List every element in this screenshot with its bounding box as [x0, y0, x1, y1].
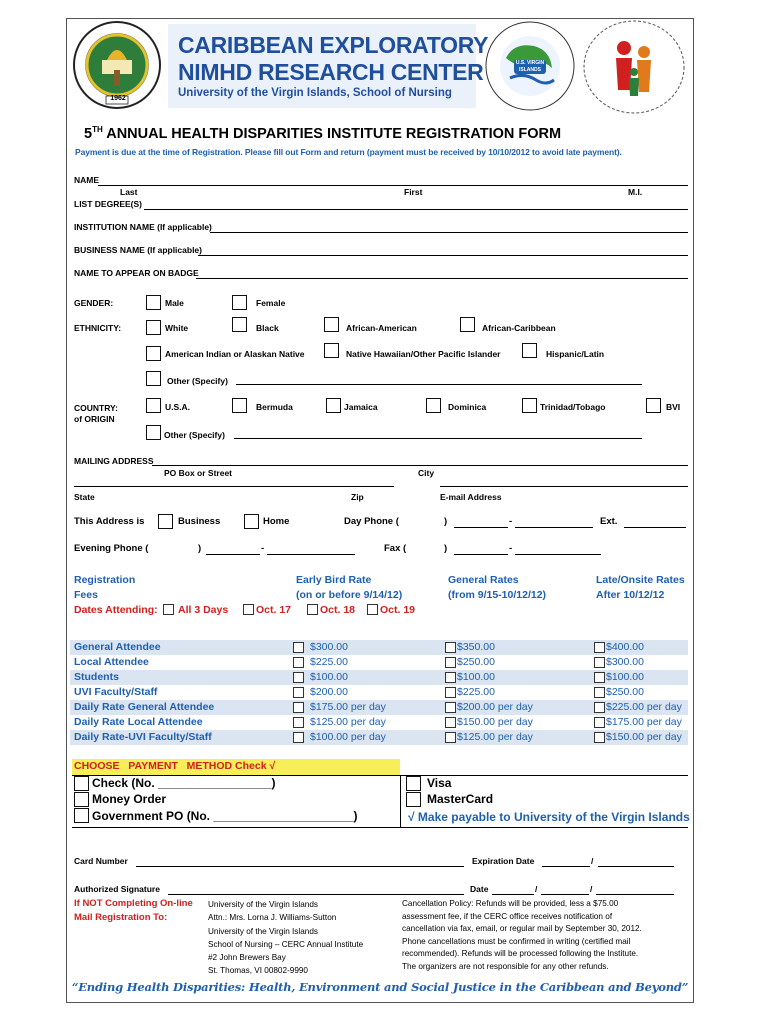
payment-divider — [400, 775, 401, 827]
oct-18-checkbox[interactable] — [307, 604, 318, 615]
evening-phone-line-1[interactable] — [206, 554, 260, 555]
late-rates-sub: After 10/12/12 — [596, 589, 665, 601]
country-other-checkbox[interactable] — [146, 425, 161, 440]
home-address-label: Home — [263, 516, 290, 527]
city-label: City — [418, 468, 435, 478]
date-day-line[interactable] — [541, 894, 589, 895]
female-label: Female — [256, 298, 286, 308]
oct-19-label: Oct. 19 — [380, 604, 416, 616]
family-logo — [580, 18, 688, 116]
evening-phone-dash: - — [261, 543, 265, 554]
fee-row-label: Daily Rate-UVI Faculty/Staff — [74, 731, 212, 743]
signature-line[interactable] — [168, 894, 464, 895]
pobox-label: PO Box or Street — [164, 468, 233, 478]
early-bird-sub: (on or before 9/14/12) — [296, 589, 403, 601]
exp-slash: / — [591, 856, 594, 866]
late-rate: $250.00 — [606, 686, 644, 698]
mailing-line[interactable] — [152, 465, 688, 466]
early-checkbox[interactable] — [293, 642, 304, 653]
exp-year-line[interactable] — [598, 866, 674, 867]
institution-label: INSTITUTION NAME (If applicable) — [74, 222, 212, 232]
title-number: 5 — [84, 125, 93, 142]
female-checkbox[interactable] — [232, 295, 247, 310]
badge-label: NAME TO APPEAR ON BADGE — [74, 268, 199, 278]
early-rate: $225.00 — [310, 656, 348, 668]
general-rates-sub: (from 9/15-10/12/12) — [448, 589, 547, 601]
white-checkbox[interactable] — [146, 320, 161, 335]
fee-row-label: Daily Rate General Attendee — [74, 701, 215, 713]
check-payment-checkbox[interactable] — [74, 776, 89, 791]
late-rate: $225.00 per day — [606, 701, 682, 713]
policy-line: assessment fee, if the CERC office receives notification of — [402, 911, 613, 921]
early-checkbox[interactable] — [293, 717, 304, 728]
mailing-address-line: St. Thomas, VI 00802-9990 — [208, 966, 308, 976]
american-indian-label: American Indian or Alaskan Native — [165, 349, 305, 359]
early-checkbox[interactable] — [293, 672, 304, 683]
trinidad-label: Trinidad/Tobago — [540, 402, 606, 412]
fax-line-1[interactable] — [454, 554, 508, 555]
fee-row-label: UVI Faculty/Staff — [74, 686, 158, 698]
ethnicity-other-line[interactable] — [236, 384, 642, 385]
late-checkbox[interactable] — [594, 702, 605, 713]
general-checkbox[interactable] — [445, 642, 456, 653]
african-caribbean-checkbox[interactable] — [460, 317, 475, 332]
money-order-label: Money Order — [92, 792, 167, 806]
mastercard-label: MasterCard — [427, 792, 494, 806]
banner-subtitle: University of the Virgin Islands, School of Nursing — [178, 87, 452, 99]
general-rate: $150.00 per day — [457, 716, 533, 728]
late-rate: $300.00 — [606, 656, 644, 668]
payment-method-heading: CHOOSE PAYMENT METHOD Check √ — [72, 759, 400, 775]
policy-line: Cancellation Policy: Refunds will be provided, less a $75.00 — [402, 899, 619, 908]
african-caribbean-label: African-Caribbean — [482, 323, 556, 333]
date-year-line[interactable] — [596, 894, 674, 895]
early-rate: $200.00 — [310, 686, 348, 698]
uvi-seal — [70, 20, 165, 110]
reg-fees-label-1: Registration — [74, 574, 136, 586]
email-label: E-mail Address — [440, 492, 502, 502]
visa-checkbox[interactable] — [406, 776, 421, 791]
gov-po-label: Government PO (No. _____________________) — [92, 809, 358, 823]
country-label-2: of ORIGIN — [74, 414, 115, 424]
ethnicity-label: ETHNICITY: — [74, 323, 122, 333]
bermuda-label: Bermuda — [256, 402, 293, 412]
expiration-label: Expiration Date — [472, 856, 535, 866]
date-slash-2: / — [590, 884, 593, 894]
oct-19-checkbox[interactable] — [367, 604, 378, 615]
center-banner — [168, 24, 489, 108]
fax-line-2[interactable] — [515, 554, 601, 555]
reg-fees-label-2: Fees — [74, 589, 98, 601]
state-zip-line[interactable] — [74, 486, 394, 487]
evening-phone-line-2[interactable] — [267, 554, 355, 555]
male-checkbox[interactable] — [146, 295, 161, 310]
general-checkbox[interactable] — [445, 717, 456, 728]
card-number-line[interactable] — [136, 866, 464, 867]
day-phone-close: ) — [444, 516, 448, 527]
form-title — [84, 125, 561, 142]
exp-month-line[interactable] — [542, 866, 590, 867]
early-rate: $100.00 per day — [310, 731, 386, 743]
african-american-label: African-American — [346, 323, 417, 333]
late-checkbox[interactable] — [594, 642, 605, 653]
zip-label: Zip — [351, 492, 364, 502]
institution-line[interactable] — [210, 232, 688, 233]
home-address-checkbox[interactable] — [244, 514, 259, 529]
early-checkbox[interactable] — [293, 702, 304, 713]
country-other-line[interactable] — [234, 438, 642, 439]
ethnicity-other-label: Other (Specify) — [167, 376, 228, 386]
business-label: BUSINESS NAME (If applicable) — [74, 245, 202, 255]
oct-17-label: Oct. 17 — [256, 604, 292, 616]
early-rate: $300.00 — [310, 641, 348, 653]
day-phone-label: Day Phone ( — [344, 516, 399, 527]
jamaica-checkbox[interactable] — [326, 398, 341, 413]
early-rate: $125.00 per day — [310, 716, 386, 728]
authorized-signature-label: Authorized Signature — [74, 884, 160, 894]
usa-label: U.S.A. — [165, 402, 191, 412]
general-rate: $250.00 — [457, 656, 495, 668]
native-hawaiian-checkbox[interactable] — [324, 343, 339, 358]
trinidad-checkbox[interactable] — [522, 398, 537, 413]
late-rates-header: Late/Onsite Rates — [596, 574, 685, 586]
cerc-logo-center-text: U.S. VIRGIN ISLANDS — [515, 60, 545, 73]
gov-po-checkbox[interactable] — [74, 808, 89, 823]
address-type-label: This Address is — [74, 516, 145, 527]
evening-phone-label: Evening Phone ( — [74, 543, 149, 554]
general-checkbox[interactable] — [445, 657, 456, 668]
dominica-label: Dominica — [448, 402, 487, 412]
general-rate: $125.00 per day — [457, 731, 533, 743]
banner-title-1: CARIBBEAN EXPLORATORY — [178, 32, 489, 58]
not-online-notice: If NOT Completing On-line — [74, 898, 193, 909]
native-hawaiian-label: Native Hawaiian/Other Pacific Islander — [346, 349, 501, 359]
badge-line[interactable] — [196, 278, 688, 279]
fax-close: ) — [444, 543, 448, 554]
late-rate: $175.00 per day — [606, 716, 682, 728]
policy-line: cancellation via fax, email, or regular mail by September 30, 2012. — [402, 924, 642, 934]
general-checkbox[interactable] — [445, 687, 456, 698]
fee-row-label: Local Attendee — [74, 656, 149, 668]
first-label: First — [404, 187, 423, 197]
visa-label: Visa — [427, 776, 452, 790]
general-rate: $225.00 — [457, 686, 495, 698]
mailing-label: MAILING ADDRESS — [74, 456, 154, 466]
early-rate: $100.00 — [310, 671, 348, 683]
hispanic-checkbox[interactable] — [522, 343, 537, 358]
late-checkbox[interactable] — [594, 732, 605, 743]
policy-line: The organizers are not responsible for any other refunds. — [402, 961, 609, 971]
early-checkbox[interactable] — [293, 687, 304, 698]
country-other-label: Other (Specify) — [164, 430, 225, 440]
mailing-address-line: University of the Virgin Islands — [208, 926, 318, 936]
bvi-label: BVI — [666, 402, 681, 412]
fee-row-label: General Attendee — [74, 641, 161, 653]
dominica-checkbox[interactable] — [426, 398, 441, 413]
general-checkbox[interactable] — [445, 732, 456, 743]
day-phone-line-1[interactable] — [454, 527, 508, 528]
usa-checkbox[interactable] — [146, 398, 161, 413]
policy-line: recommended). Refunds will be processed following the Institute. — [402, 949, 639, 959]
payment-note: Payment is due at the time of Registration. Please fill out Form and return (payment must be received by 10/10/2012 to avoid late payment). — [75, 147, 622, 157]
evening-phone-close: ) — [198, 543, 202, 554]
name-line[interactable] — [98, 185, 688, 186]
date-month-line[interactable] — [492, 894, 534, 895]
mailing-address-line: University of the Virgin Islands — [208, 900, 318, 909]
title-sup: TH — [92, 125, 103, 134]
late-checkbox[interactable] — [594, 687, 605, 698]
all-3-days-checkbox[interactable] — [163, 604, 174, 615]
check-payment-label: Check (No. _________________) — [92, 776, 276, 790]
title-text: ANNUAL HEALTH DISPARITIES INSTITUTE REGISTRATION FORM — [102, 125, 562, 142]
late-rate: $400.00 — [606, 641, 644, 653]
mastercard-checkbox[interactable] — [406, 792, 421, 807]
country-label: COUNTRY: — [74, 403, 118, 413]
oct-17-checkbox[interactable] — [243, 604, 254, 615]
early-bird-header: Early Bird Rate — [296, 574, 372, 586]
american-indian-checkbox[interactable] — [146, 346, 161, 361]
jamaica-label: Jamaica — [344, 402, 378, 412]
black-label: Black — [256, 323, 279, 333]
dates-attending-label: Dates Attending: — [74, 604, 158, 616]
fee-row-label: Daily Rate Local Attendee — [74, 716, 203, 728]
mailing-address-block — [208, 898, 363, 978]
card-number-label: Card Number — [74, 856, 128, 866]
oct-18-label: Oct. 18 — [320, 604, 356, 616]
degrees-line[interactable] — [144, 209, 688, 210]
day-phone-dash: - — [509, 516, 513, 527]
late-rate: $100.00 — [606, 671, 644, 683]
date-label: Date — [470, 884, 489, 894]
name-label: NAME — [74, 175, 100, 185]
general-rate: $100.00 — [457, 671, 495, 683]
gender-label: GENDER: — [74, 298, 114, 308]
banner-title-2: NIMHD RESEARCH CENTER — [178, 59, 484, 85]
all-3-days-label: All 3 Days — [178, 604, 229, 616]
ext-label: Ext. — [600, 516, 618, 527]
footer-slogan: “Ending Health Disparities: Health, Environment and Social Justice in the Caribbean and Beyond” — [71, 980, 689, 994]
state-label: State — [74, 492, 95, 502]
fax-label: Fax ( — [384, 543, 407, 554]
late-checkbox[interactable] — [594, 672, 605, 683]
general-rate: $350.00 — [457, 641, 495, 653]
business-address-checkbox[interactable] — [158, 514, 173, 529]
general-checkbox[interactable] — [445, 702, 456, 713]
policy-line: Phone cancellations must be confirmed in writing (certified mail — [402, 936, 631, 946]
black-checkbox[interactable] — [232, 317, 247, 332]
late-checkbox[interactable] — [594, 717, 605, 728]
money-order-checkbox[interactable] — [74, 792, 89, 807]
cerc-logo — [484, 20, 576, 112]
ext-line[interactable] — [624, 527, 686, 528]
african-american-checkbox[interactable] — [324, 317, 339, 332]
early-checkbox[interactable] — [293, 657, 304, 668]
bvi-checkbox[interactable] — [646, 398, 661, 413]
seal-year: 1962 — [110, 95, 126, 102]
hispanic-label: Hispanic/Latin — [546, 349, 605, 359]
fee-row-label: Students — [74, 671, 119, 683]
last-label: Last — [120, 187, 138, 197]
male-label: Male — [165, 298, 184, 308]
payable-note: √ Make payable to University of the Virgin Islands — [408, 810, 690, 824]
early-checkbox[interactable] — [293, 732, 304, 743]
bermuda-checkbox[interactable] — [232, 398, 247, 413]
mi-label: M.I. — [628, 187, 643, 197]
day-phone-line-2[interactable] — [515, 527, 593, 528]
mail-to-label: Mail Registration To: — [74, 912, 168, 923]
ethnicity-other-checkbox[interactable] — [146, 371, 161, 386]
mailing-address-line: Attn.: Mrs. Lorna J. Williams-Sutton — [208, 913, 337, 923]
general-rates-header: General Rates — [448, 574, 519, 586]
date-slash-1: / — [535, 884, 538, 894]
late-rate: $150.00 per day — [606, 731, 682, 743]
early-rate: $175.00 per day — [310, 701, 386, 713]
payment-bottom-rule — [72, 827, 688, 828]
mailing-address-line: #2 John Brewers Bay — [208, 953, 286, 963]
fax-dash: - — [509, 543, 513, 554]
general-checkbox[interactable] — [445, 672, 456, 683]
mailing-address-line: School of Nursing – CERC Annual Institute — [208, 939, 364, 949]
degrees-label: LIST DEGREE(S) — [74, 199, 143, 209]
email-line[interactable] — [440, 486, 688, 487]
late-checkbox[interactable] — [594, 657, 605, 668]
business-address-label: Business — [178, 516, 221, 527]
business-line[interactable] — [198, 255, 688, 256]
cancellation-policy — [402, 898, 642, 974]
general-rate: $200.00 per day — [457, 701, 533, 713]
form-frame — [66, 18, 694, 1003]
white-label: White — [165, 323, 189, 333]
